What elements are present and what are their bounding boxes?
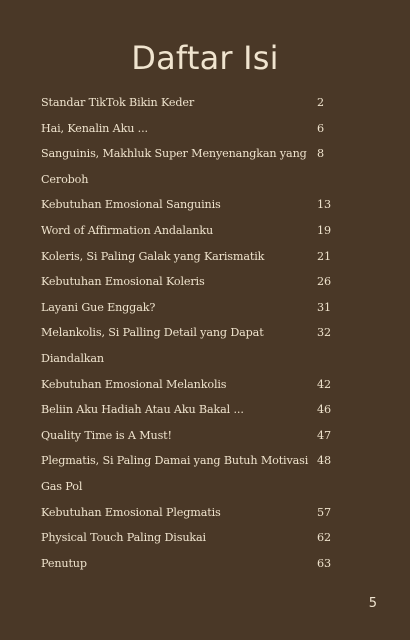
toc-entry[interactable] <box>41 372 341 398</box>
toc-entry[interactable] <box>41 397 341 423</box>
page-number: 5 <box>368 596 377 611</box>
toc-entry-page: 8 <box>317 147 324 161</box>
toc-entry[interactable] <box>41 141 341 192</box>
toc-entry[interactable] <box>41 192 341 218</box>
toc-entry-page: 46 <box>317 403 331 417</box>
toc-entry[interactable] <box>41 244 341 270</box>
page-title: Daftar Isi <box>131 39 279 77</box>
toc-entry[interactable] <box>41 269 341 295</box>
toc-entry-page: 32 <box>317 326 331 340</box>
toc-entry-page: 2 <box>317 96 324 109</box>
toc-entry-label: Beliin Aku Hadiah Atau Aku Bakal ... <box>41 403 244 417</box>
toc-entry-label: Sanguinis, Makhluk Super Menyenangkan yang Ceroboh <box>41 147 307 186</box>
toc-entry[interactable] <box>41 320 341 371</box>
toc-entry-label: Hai, Kenalin Aku ... <box>41 121 148 135</box>
toc-entry-label: Kebutuhan Emosional Sanguinis <box>41 198 221 212</box>
toc-entry[interactable] <box>41 525 341 551</box>
toc-entry-page: 47 <box>317 428 331 442</box>
toc-entry-label: Plegmatis, Si Paling Damai yang Butuh Motivasi Gas Pol <box>41 454 309 493</box>
toc-entry[interactable] <box>41 295 341 321</box>
toc-entry-label: Kebutuhan Emosional Melankolis <box>41 377 227 391</box>
toc-entry[interactable] <box>41 423 341 449</box>
toc-entry-page: 19 <box>317 223 331 237</box>
toc-entry-page: 21 <box>317 249 331 263</box>
toc-entry-page: 13 <box>317 198 331 212</box>
toc-entry-label: Standar TikTok Bikin Keder <box>41 96 195 109</box>
toc-entry[interactable] <box>41 90 341 116</box>
toc-entry-label: Melankolis, Si Palling Detail yang Dapat Diandalkan <box>41 326 264 365</box>
toc-entry[interactable] <box>41 500 341 526</box>
toc-entry-page: 31 <box>317 300 331 314</box>
toc-entry-page: 57 <box>317 505 331 519</box>
table-of-contents <box>41 90 341 576</box>
toc-entry-page: 62 <box>317 531 331 545</box>
toc-entry-label: Koleris, Si Paling Galak yang Karismatik <box>41 249 265 263</box>
toc-entry-page: 26 <box>317 275 331 289</box>
toc-entry-label: Kebutuhan Emosional Koleris <box>41 275 205 289</box>
toc-entry[interactable] <box>41 116 341 142</box>
toc-entry-label: Kebutuhan Emosional Plegmatis <box>41 505 221 519</box>
toc-entry-page: 6 <box>317 121 324 135</box>
toc-entry-label: Layani Gue Enggak? <box>41 300 156 314</box>
toc-entry-label: Physical Touch Paling Disukai <box>41 531 206 545</box>
toc-entry[interactable] <box>41 551 341 577</box>
toc-entry-page: 42 <box>317 377 331 391</box>
toc-entry-page: 63 <box>317 556 331 570</box>
toc-entry[interactable] <box>41 448 341 499</box>
toc-entry-label: Penutup <box>41 556 87 570</box>
toc-entry-label: Quality Time is A Must! <box>41 428 172 442</box>
toc-entry-page: 48 <box>317 454 331 468</box>
toc-entry-label: Word of Affirmation Andalanku <box>41 223 214 237</box>
toc-entry[interactable] <box>41 218 341 244</box>
